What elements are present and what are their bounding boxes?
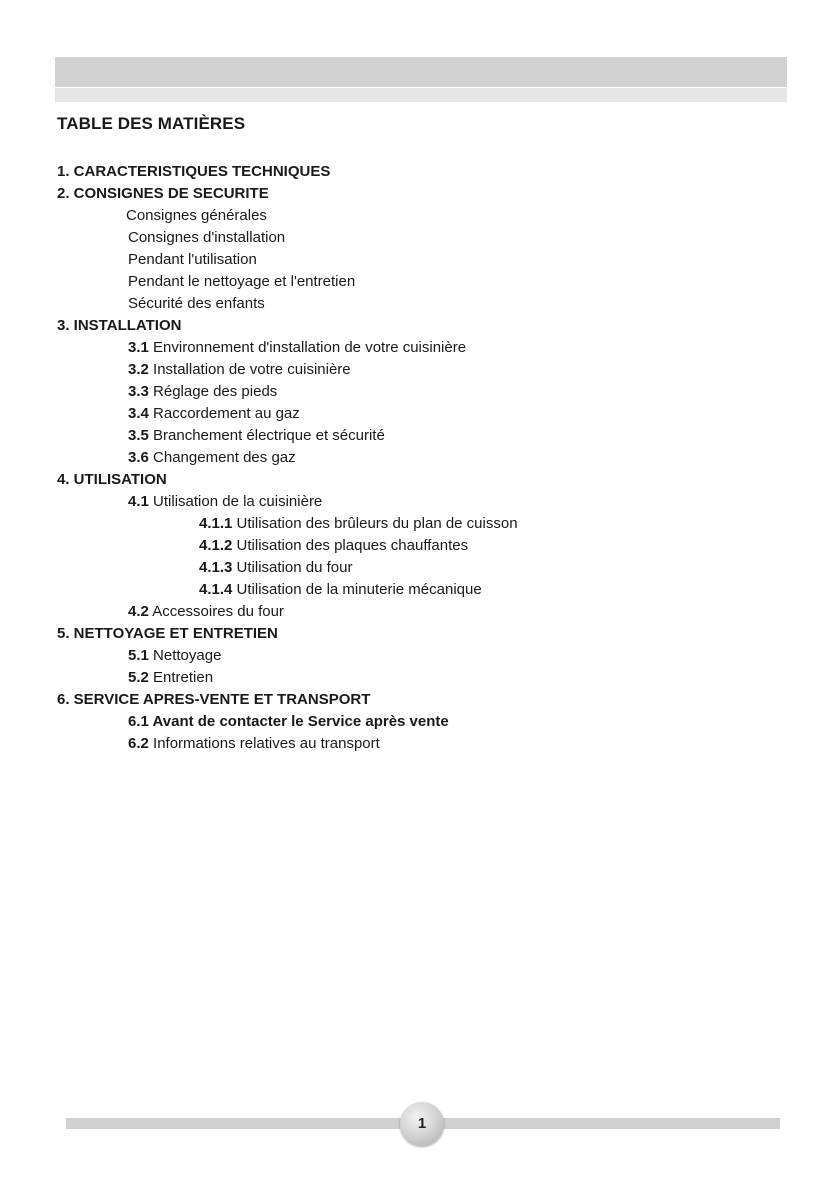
toc-item-5-1[interactable]: 5.1 Nettoyage [128, 647, 222, 664]
toc-item-3-4[interactable]: 3.4 Raccordement au gaz [128, 405, 300, 422]
toc-item-4-2[interactable]: 4.2 Accessoires du four [128, 603, 284, 620]
toc-item-3-1[interactable]: 3.1 Environnement d'installation de votre cuisinière [128, 339, 467, 356]
toc-section-3[interactable]: 3. INSTALLATION [57, 317, 182, 334]
header-bar-underline [55, 88, 787, 102]
table-of-contents [57, 161, 797, 755]
toc-item-pendant-nettoyage[interactable]: Pendant le nettoyage et l'entretien [128, 273, 356, 290]
toc-item-securite-enfants[interactable]: Sécurité des enfants [128, 295, 265, 312]
toc-section-5[interactable]: 5. NETTOYAGE ET ENTRETIEN [57, 625, 278, 642]
toc-section-2[interactable]: 2. CONSIGNES DE SECURITE [57, 185, 269, 202]
toc-item-3-5[interactable]: 3.5 Branchement électrique et sécurité [128, 427, 385, 444]
toc-item-4-1[interactable]: 4.1 Utilisation de la cuisinière [128, 493, 323, 510]
toc-item-4-1-1[interactable]: 4.1.1 Utilisation des brûleurs du plan de cuisson [199, 515, 518, 532]
toc-item-6-2[interactable]: 6.2 Informations relatives au transport [128, 735, 380, 752]
toc-item-6-1[interactable]: 6.1 Avant de contacter le Service après vente [128, 713, 449, 730]
toc-item-4-1-2[interactable]: 4.1.2 Utilisation des plaques chauffantes [199, 537, 469, 554]
page-number: 1 [400, 1102, 444, 1146]
toc-item-4-1-4[interactable]: 4.1.4 Utilisation de la minuterie mécanique [199, 581, 482, 598]
header-bar [55, 57, 787, 87]
toc-section-6[interactable]: 6. SERVICE APRES-VENTE ET TRANSPORT [57, 691, 371, 708]
toc-item-consignes-generales[interactable]: Consignes générales [126, 207, 267, 224]
toc-section-1[interactable]: 1. CARACTERISTIQUES TECHNIQUES [57, 163, 331, 180]
toc-item-3-3[interactable]: 3.3 Réglage des pieds [128, 383, 278, 400]
toc-section-4[interactable]: 4. UTILISATION [57, 471, 167, 488]
toc-item-5-2[interactable]: 5.2 Entretien [128, 669, 214, 686]
toc-item-3-6[interactable]: 3.6 Changement des gaz [128, 449, 296, 466]
toc-item-3-2[interactable]: 3.2 Installation de votre cuisinière [128, 361, 351, 378]
toc-item-4-1-3[interactable]: 4.1.3 Utilisation du four [199, 559, 353, 576]
toc-item-pendant-utilisation[interactable]: Pendant l'utilisation [128, 251, 257, 268]
page-title: TABLE DES MATIÈRES [57, 114, 246, 133]
toc-item-consignes-installation[interactable]: Consignes d'installation [128, 229, 286, 246]
